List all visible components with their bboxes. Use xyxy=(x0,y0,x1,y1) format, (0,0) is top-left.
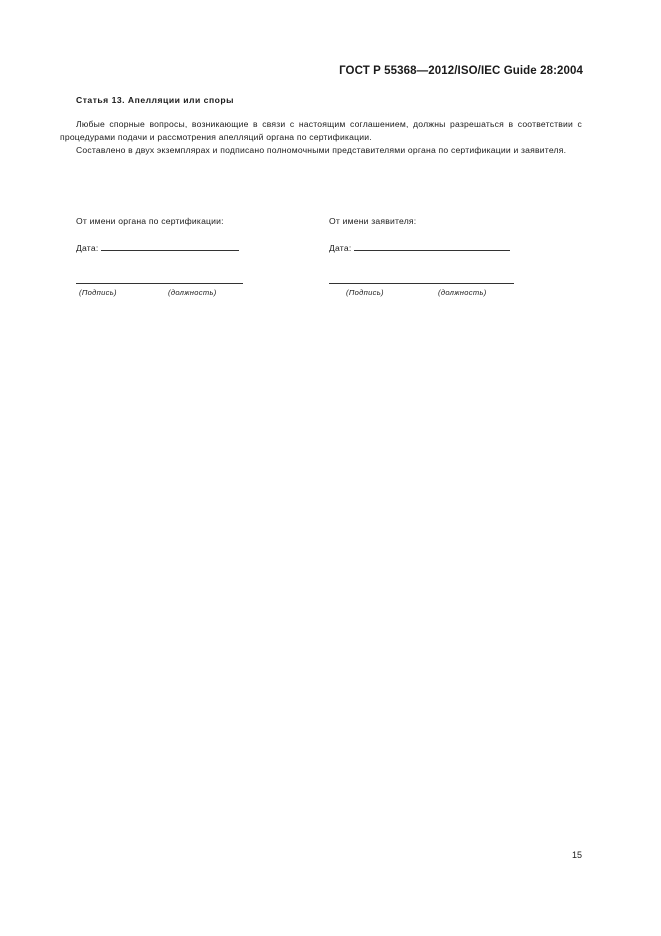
date-line xyxy=(101,241,239,251)
page-number: 15 xyxy=(571,850,582,860)
date-label: Дата: xyxy=(76,243,99,253)
date-line xyxy=(354,241,510,251)
article-body xyxy=(60,118,582,157)
date-label: Дата: xyxy=(329,243,352,253)
position-caption: (должность) xyxy=(438,288,487,297)
article-title: Статья 13. Апелляции или споры xyxy=(76,95,234,105)
standard-code-header: ГОСТ Р 55368—2012/ISO/IEC Guide 28:2004 xyxy=(339,65,583,77)
position-caption: (должность) xyxy=(168,288,217,297)
signature-caption: (Подпись) xyxy=(79,288,117,297)
date-row xyxy=(329,241,510,253)
signature-label: От имени органа по сертификации: xyxy=(76,216,224,226)
signature-line xyxy=(329,283,514,284)
signature-caption: (Подпись) xyxy=(346,288,384,297)
date-row xyxy=(76,241,239,253)
signature-line xyxy=(76,283,243,284)
paragraph-disputes: Любые спорные вопросы, возникающие в связи с настоящим соглашением, должны разрешаться в соответствии с процедурами подачи и рассмотрения апелляций органа по сертификации. xyxy=(60,119,582,142)
paragraph-copies: Составлено в двух экземплярах и подписано полномочными представителями органа по сертификации и заявителя. xyxy=(76,145,567,155)
signature-label: От имени заявителя: xyxy=(329,216,417,226)
